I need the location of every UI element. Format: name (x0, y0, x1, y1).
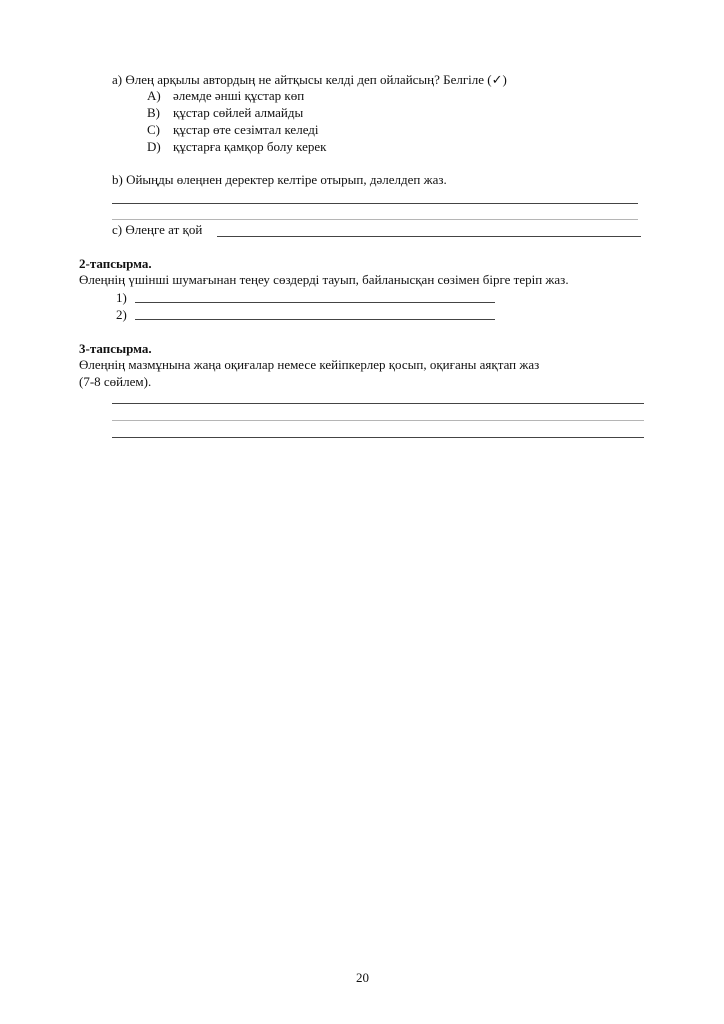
task3-instruction-line1: Өлеңнің мазмұнына жаңа оқиғалар немесе кейіпкерлер қосып, оқиғаны аяқтап жаз (79, 357, 540, 372)
question-b-text: b) Ойыңды өлеңнен деректер келтіре отырып, дәлелдеп жаз. (112, 172, 447, 187)
question-c-text: c) Өлеңге ат қой (112, 222, 203, 237)
question-a-text: а) Өлең арқылы автордың не айтқысы келді деп ойлайсың? Белгіле (✓) (112, 72, 507, 87)
task3-title: 3-тапсырма. (79, 341, 152, 356)
task3-answer-line-3[interactable] (112, 437, 644, 438)
option-c-letter: C) (147, 122, 160, 137)
task2-item-2-number: 2) (116, 307, 127, 322)
option-b-text: құстар сөйлей алмайды (173, 105, 304, 120)
page-number: 20 (356, 970, 369, 985)
task3-answer-line-1[interactable] (112, 403, 644, 404)
task3-instruction-line2: (7-8 сөйлем). (79, 374, 152, 389)
task2-title: 2-тапсырма. (79, 256, 152, 271)
option-d-text: құстарға қамқор болу керек (173, 139, 327, 154)
option-c-text: құстар өте сезімтал келеді (173, 122, 319, 137)
option-b-letter: B) (147, 105, 160, 120)
option-a-text: әлемде әнші құстар көп (173, 88, 305, 103)
answer-line-b2[interactable] (112, 219, 638, 220)
task2-answer-line-1[interactable] (135, 302, 495, 303)
option-d-letter: D) (147, 139, 161, 154)
task2-item-1-number: 1) (116, 290, 127, 305)
answer-line-c[interactable] (217, 236, 641, 237)
option-a-letter: A) (147, 88, 161, 103)
task2-answer-line-2[interactable] (135, 319, 495, 320)
task2-instruction: Өлеңнің үшінші шумағынан теңеу сөздерді тауып, байланысқан сөзімен бірге теріп жаз. (79, 272, 569, 287)
task3-answer-line-2[interactable] (112, 420, 644, 421)
answer-line-b1[interactable] (112, 203, 638, 204)
